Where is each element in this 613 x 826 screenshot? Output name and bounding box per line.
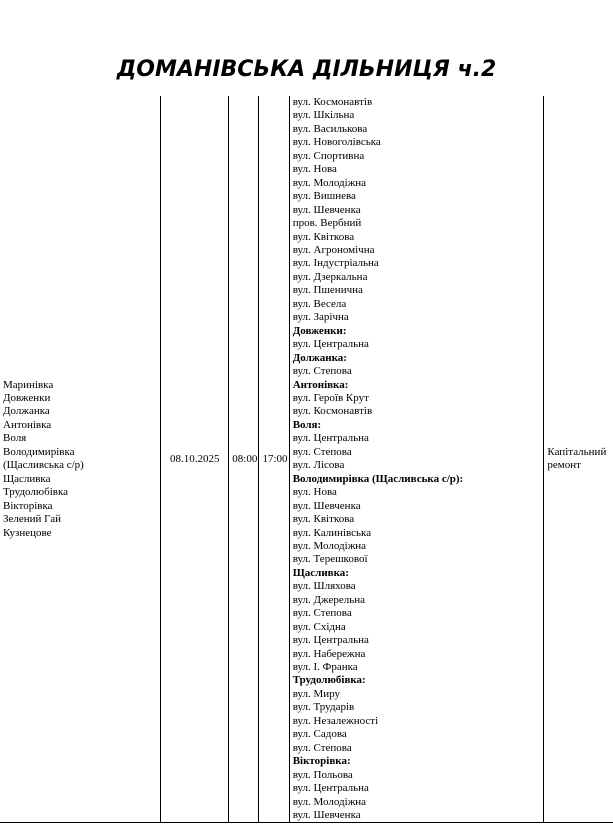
reason-cell [544,96,613,823]
settlement-heading: Трудолюбівка: [292,674,366,687]
street-item: вул. Новоголівська [292,136,381,149]
street-item: вул. Молодіжна [292,795,367,808]
street-item: вул. Нова [292,486,337,499]
street-item: вул. Агрономічна [292,243,375,256]
table-row [0,96,613,823]
street-item: вул. Польова [292,768,353,781]
street-item: вул. Трударів [292,701,355,714]
settlement-heading: Воля: [292,418,322,431]
street-item: пров. Вербний [292,217,362,230]
street-item: вул. Космонавтів [292,96,373,108]
street-item: вул. Дзеркальна [292,270,368,283]
street-item: вул. Молодіжна [292,176,367,189]
settlements-cell [0,96,161,823]
settlement-item: Антонівка [3,418,52,431]
settlement-heading: Володимирівка (Щасливська с/р): [292,472,464,485]
settlement-item: Щасливка [3,472,51,485]
street-item: вул. Шевченка [292,203,361,216]
street-item: вул. Центральна [292,432,369,445]
street-item: вул. Нова [292,163,337,176]
street-item: вул. Вишнева [292,190,356,203]
settlement-item: Володимирівка [3,445,75,458]
settlement-item: Трудолюбівка [3,486,69,499]
settlement-item: Зелений Гай [3,513,62,526]
street-item: вул. Шевченка [292,499,361,512]
street-item: вул. Степова [292,607,352,620]
date-cell: 08.10.2025 [161,96,229,823]
street-item: вул. Степова [292,365,352,378]
street-item: вул. Миру [292,687,341,700]
street-item: вул. Героїв Крут [292,391,369,404]
streets-cell [289,96,544,823]
street-item: вул. Зарічна [292,311,349,324]
street-item: вул. Східна [292,620,346,633]
settlement-heading: Антонівка: [292,378,349,391]
settlement-heading: Должанка: [292,351,347,364]
street-item: вул. Шевченка [292,809,361,822]
reason-text: Капітальний [547,445,607,458]
settlement-item: Воля [3,432,27,445]
street-item: вул. Незалежності [292,714,379,727]
street-item: вул. Весела [292,297,347,310]
street-item: вул. Калинівська [292,526,372,539]
settlement-item: Довженки [3,391,51,404]
street-item: вул. Шляхова [292,580,356,593]
street-item: вул. Квіткова [292,230,355,243]
settlement-item: (Щасливська с/р) [3,459,84,472]
street-item: вул. Шкільна [292,109,355,122]
settlement-heading: Щасливка: [292,566,349,579]
reason-text: ремонт [547,459,581,472]
street-item: вул. Садова [292,728,347,741]
page-title: ДОМАНІВСЬКА ДІЛЬНИЦЯ ч.2 [116,57,497,82]
settlement-heading: Довженки: [292,324,347,337]
settlement-item: Маринівка [3,378,54,391]
settlement-item: Должанка [3,405,50,418]
street-item: вул. Центральна [292,634,369,647]
street-item: вул. І. Франка [292,661,358,674]
street-item: вул. Центральна [292,782,369,795]
settlement-item: Кузнецове [3,526,52,539]
street-item: вул. Центральна [292,338,369,351]
street-item: вул. Василькова [292,122,368,135]
time-to-cell: 17:00 [259,96,289,823]
street-item: вул. Молодіжна [292,539,367,552]
time-from-cell: 08:00 [229,96,259,823]
street-item: вул. Степова [292,741,352,754]
outage-schedule-sheet [0,96,613,826]
settlement-item: Вікторівка [3,499,53,512]
street-item: вул. Лісова [292,459,345,472]
street-item: вул. Степова [292,445,352,458]
settlement-heading: Вікторівка: [292,755,351,768]
outage-schedule-table [0,96,613,823]
street-item: вул. Терешкової [292,553,368,566]
street-item: вул. Індустріальна [292,257,379,270]
street-item: вул. Набережна [292,647,366,660]
street-item: вул. Джерельна [292,593,366,606]
street-item: вул. Пшенична [292,284,363,297]
street-item: вул. Спортивна [292,149,365,162]
street-item: вул. Космонавтів [292,405,373,418]
street-item: вул. Квіткова [292,513,355,526]
